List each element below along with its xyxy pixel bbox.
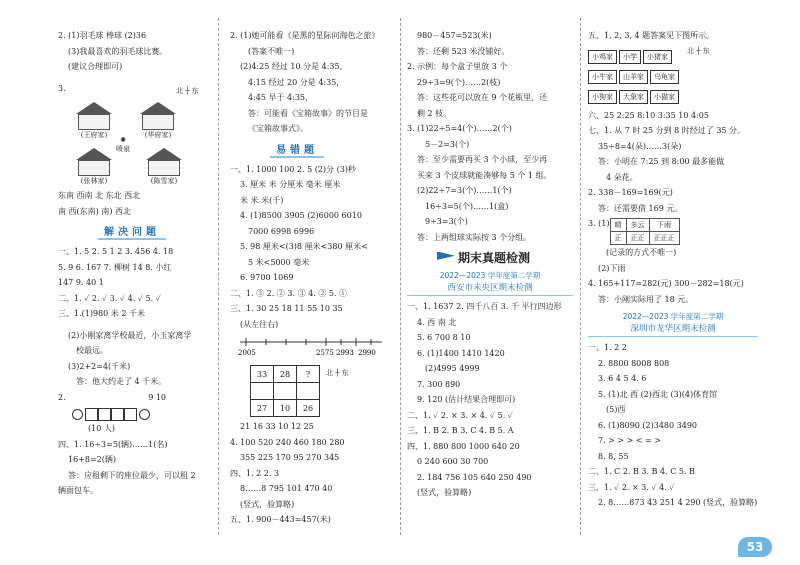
text-line: (2)22÷7=3(个)……1(个) <box>417 186 512 195</box>
text-line: 3. 厘米 米 分厘米 毫米 厘米 <box>240 180 341 189</box>
text-line: 6. 9700 1069 <box>240 273 294 282</box>
question-number: 2. <box>58 392 66 402</box>
text-line: 四、1. 880 800 1000 640 20 <box>407 441 520 451</box>
house-icon <box>76 102 112 140</box>
number-grid <box>250 365 320 417</box>
text-line: 2. (1)她可能看《是黑的星际问海色之旅》 <box>230 31 380 40</box>
text-line: 4:15 经过 20 分是 4:35， <box>248 77 345 87</box>
house-label: (陈雪家) <box>150 177 178 185</box>
grid-cell <box>251 383 274 400</box>
text-line: 答：可能看《宝箱故事》的节目是 <box>248 108 368 118</box>
text-line: 答：至少需要再买 3 个小球，至少再 <box>417 155 548 164</box>
text-line: (5)西 <box>606 405 626 414</box>
text-line: 4. (1)8500 3905 (2)6000 6010 <box>240 211 362 220</box>
tick-label: 2575 <box>316 349 334 357</box>
map-figure <box>76 87 208 188</box>
text-line: 21 16 33 10 12 25 <box>240 422 314 431</box>
text-line: (建议合理即可) <box>68 62 123 71</box>
tally-header: 多云 <box>626 219 649 232</box>
column-2 <box>230 28 392 528</box>
column-4 <box>588 28 758 511</box>
text-line: 4 朵花。 <box>606 172 638 182</box>
text-line: 4. 100 520 240 460 180 280 <box>230 437 345 447</box>
text-line: (2)下雨 <box>598 263 626 273</box>
text-line: (答案不唯一) <box>248 46 295 56</box>
text-line: 一、1. 1637 2. 四千八百 3. 千 平行四边形 <box>407 302 562 311</box>
text-line: 6. (1)8090 (2)3480 3490 <box>598 420 698 430</box>
grid-cell: 33 <box>251 366 274 383</box>
tick-label: 2990 <box>358 349 376 357</box>
text-line: 7000 6998 6996 <box>248 226 315 236</box>
compass-icon: 北 ┼ 东 <box>687 46 710 55</box>
weather-tally-table <box>610 218 680 245</box>
page-number: 53 <box>738 537 772 557</box>
text-line: (2)4995 4999 <box>425 364 480 373</box>
map-box: 山羊家 <box>619 70 648 84</box>
section-title: 易错题 <box>270 141 324 158</box>
text-line: (从左往右) <box>240 319 279 329</box>
text-line: 东南 西南 北 东北 西北 <box>58 191 141 200</box>
east-label: 东 <box>702 46 710 55</box>
text-line: 校最远。 <box>76 346 108 355</box>
text-line: 五、1. 900－443=457(米) <box>230 515 331 524</box>
tally-cell: 正 <box>610 232 626 245</box>
grid-cell: 27 <box>251 400 274 417</box>
animal-map <box>588 44 758 104</box>
text-line: 答：他大约走了 4 千米。 <box>76 377 167 386</box>
map-box: 小猫家 <box>650 90 679 104</box>
text-line <box>58 390 208 406</box>
text-line: 一、1. 2 2 <box>588 343 627 352</box>
text-line: 980－457=523(米) <box>417 31 492 40</box>
column-3 <box>407 28 573 501</box>
text-line: 五、1, 2, 3, 4 题答案见下图所示。 <box>588 31 715 40</box>
question-number: 3. <box>58 83 66 93</box>
school-year: 2022—2023 学年度第二学期 <box>622 312 724 321</box>
text-line: 剩 2 枝。 <box>417 108 452 118</box>
grid-cell: 10 <box>274 400 297 417</box>
text-line: 147 9. 40 1 <box>58 278 104 287</box>
text-line: 2. 示例：每个盒子里放 3 个 <box>407 62 508 71</box>
text-line: 一、1. 5 2. 5 1 2 3. 456 4. 18 <box>58 247 174 256</box>
fountain-label: 喷泉 <box>116 145 130 153</box>
text-line: 答：小明在 7:25 到 8:00 最多能做 <box>598 157 725 166</box>
text-line: 7. 300 890 <box>417 379 461 389</box>
text-line: 2. (1)羽毛球 棒球 (2)36 <box>58 31 147 40</box>
tally-cell: 正正 <box>626 232 649 245</box>
text-line: 5. 6 700 8 10 <box>417 333 471 342</box>
text-line: 辆面包车。 <box>58 486 98 495</box>
text-line: 5. 98 厘米<(3)8 厘米<380 厘米< <box>240 242 368 251</box>
text-line: 5 米<5000 毫米 <box>248 257 310 267</box>
text-line: 3. (1)22÷5=4(个)……2(个) <box>407 124 512 133</box>
text-line: 答：上两组球实际按 3 个分组。 <box>417 232 532 242</box>
north-label: 北 <box>176 87 183 95</box>
column-divider <box>580 18 581 535</box>
text-line: (3)2+2=4(千米) <box>68 361 131 371</box>
text-line: 355 225 170 95 270 345 <box>240 453 340 462</box>
text-line: 9÷3=3(个) <box>425 217 468 226</box>
flag-icon <box>437 252 455 266</box>
text-line: 四、1. 2 2. 3 <box>230 468 280 478</box>
school-year: 2022—2023 学年度第二学期 <box>439 271 541 280</box>
north-label: 北 <box>326 369 333 377</box>
number-line <box>236 332 386 358</box>
text-line: 16÷3=5(个)……1(盒) <box>425 201 509 211</box>
map-box: 小猪家 <box>643 50 672 64</box>
exam-district: 西安市未央区期末检测 <box>407 281 573 296</box>
text-line: 三、1.(1)980 米 2 千米 <box>58 309 145 318</box>
text-line: 29÷3=9(个)……2(枝) <box>417 77 501 87</box>
text-line: 七、1. 从 7 时 25 分到 8 时经过了 35 分。 <box>588 126 746 135</box>
text-line: 三、1. 30 25 18 11 55 10 35 <box>230 304 343 313</box>
compass-icon: 北 ┼ 东 <box>176 87 199 95</box>
text-line: 南 西(东南) 南) 西北 <box>58 206 131 216</box>
exam-title <box>407 249 573 266</box>
text-line: 8. 8, 55 <box>598 451 629 461</box>
tick-label: 2005 <box>238 349 256 357</box>
map-box: 乌龟家 <box>650 70 679 84</box>
text-line: 4:45 早于 4:35， <box>248 93 314 102</box>
tick-label: 2993 <box>336 349 354 357</box>
weather-question <box>588 216 758 245</box>
column-1 <box>58 28 208 499</box>
text-line: 一、1. 1000 100 2. 5 (2)分 (3)秒 <box>230 164 356 174</box>
text-line: 7. > > > < = > <box>598 436 662 445</box>
text-line: 答：还需要借 169 元。 <box>598 203 683 213</box>
map-box: 小学 <box>619 50 641 64</box>
map-box: 小狗家 <box>588 90 617 104</box>
text-line: 3. 6 4 5 4. 6 <box>598 374 647 383</box>
fountain-icon: ✺ 喷泉 <box>116 136 130 153</box>
text-line: 4. 165+117=282(元) 300－282=18(元) <box>588 279 744 288</box>
grid-cell: 26 <box>297 400 320 417</box>
map-box: 小牛家 <box>588 70 617 84</box>
text-line: 米 米 米(千) <box>240 195 284 205</box>
text-line: 答：还剩 523 米没铺好。 <box>417 46 510 56</box>
east-label: 东 <box>341 369 349 377</box>
text-line: 买来 3 个皮球就能凑够每 5 个 1 组。 <box>417 170 552 180</box>
grid-cell: 28 <box>274 366 297 383</box>
text-line: (记录的方式不唯一) <box>606 248 677 257</box>
house-icon <box>140 102 176 140</box>
text-line: (3)我最喜欢的羽毛球比赛。 <box>68 46 168 56</box>
text-line: 16+8=2(辆) <box>68 455 117 464</box>
text-line: 2. 8……873 43 251 4 290 (竖式，验算略) <box>598 498 758 507</box>
text-line: 答：小刚实际用了 18 元。 <box>598 294 694 304</box>
grid-cell: ? <box>297 366 320 383</box>
text-line: 三、1. ✓ 2. × 3. ✓ 4. ✓ <box>588 482 675 492</box>
text-line: 5－2=3(个) <box>425 139 470 149</box>
house-label: (王府家) <box>80 131 108 139</box>
tally-header: 下雨 <box>649 219 679 232</box>
seating-figure <box>70 408 208 421</box>
text-line: (竖式，验算略) <box>417 488 472 497</box>
text-line: 答：应租剩下的座位最少，可以租 2 <box>68 470 196 480</box>
section-title: 解决问题 <box>98 223 166 240</box>
text-line: 2. 338－169=169(元) <box>588 188 673 197</box>
text-line: 35÷8=4(朵)……3(朵) <box>598 141 682 151</box>
text-line: (2)小刚家离学校最近，小玉家离学 <box>68 330 192 340</box>
text-line: 三、1. B 2. B 3. C 4. B 5. A <box>407 426 514 435</box>
tally-cell: 正正正 <box>649 232 679 245</box>
column-divider <box>400 18 401 535</box>
text-line: 二、1. ✓ 2. × 3. × 4. ✓ 5. ✓ <box>407 410 513 420</box>
column-divider <box>218 18 219 535</box>
text-line: 二、1. ③ 2. ② 3. ③ 4. ② 5. ① <box>230 288 348 298</box>
house-icon <box>76 148 112 186</box>
text-line: 二、1. C 2. B 3. B 4. C 5. B <box>588 467 695 476</box>
text-line: (竖式，验算略) <box>240 499 295 509</box>
text-line: 9 10 <box>148 392 166 402</box>
grid-figure <box>230 362 392 419</box>
house-label: (张林家) <box>80 177 108 185</box>
text-line: 二、1. ✓ 2. ✓ 3. ✓ 4. ✓ 5. ✓ <box>58 293 161 303</box>
text-line: (2)4:25 经过 10 分是 4:35， <box>240 62 348 71</box>
tally-header: 晴 <box>610 219 626 232</box>
east-label: 东 <box>191 87 199 95</box>
text-line: 四、1. 16÷3=5(辆)……1(名) <box>58 439 168 449</box>
text-line: 答：这些花可以放在 9 个花瓶里，还 <box>417 93 548 102</box>
house-icon <box>146 148 182 186</box>
text-line: 6. (1)1400 1410 1420 <box>417 348 505 358</box>
text-line: 2. 184 756 105 640 250 490 <box>417 472 532 482</box>
grid-cell <box>297 383 320 400</box>
text-line: 《宝箱故事式》。 <box>248 124 308 133</box>
text-line: 0 240 600 30 700 <box>417 457 489 466</box>
text-line: 8……8 795 101 470 40 <box>240 484 333 493</box>
exam-district: 深圳市龙华区期末检测 <box>588 322 758 337</box>
map-box: 大象家 <box>619 90 648 104</box>
house-label: (华府家) <box>144 131 172 139</box>
text-line: 4. 西 南 北 <box>417 317 457 327</box>
text-line: 5. 9 6. 167 7. 柳树 14 8. 小红 <box>58 262 172 272</box>
compass-icon: 北 ┼ 东 <box>326 369 349 377</box>
text-line: 5. (1)北 西 (2)西北 (3)(4)体育馆 <box>598 389 718 399</box>
text-line: 六、25 2:25 8:10 3:35 10 4:05 <box>588 110 709 120</box>
text-line: 2. 8800 8008 808 <box>598 358 670 368</box>
north-label: 北 <box>687 46 694 55</box>
exam-title-text: 期末真题检测 <box>458 251 531 265</box>
grid-cell <box>274 383 297 400</box>
text-line: 9. 120 (估计结果合理即可) <box>417 395 516 404</box>
map-box: 小鸡家 <box>588 50 617 64</box>
question-number: 3. (1) <box>588 219 610 228</box>
text-line: (10 人) <box>88 424 115 433</box>
